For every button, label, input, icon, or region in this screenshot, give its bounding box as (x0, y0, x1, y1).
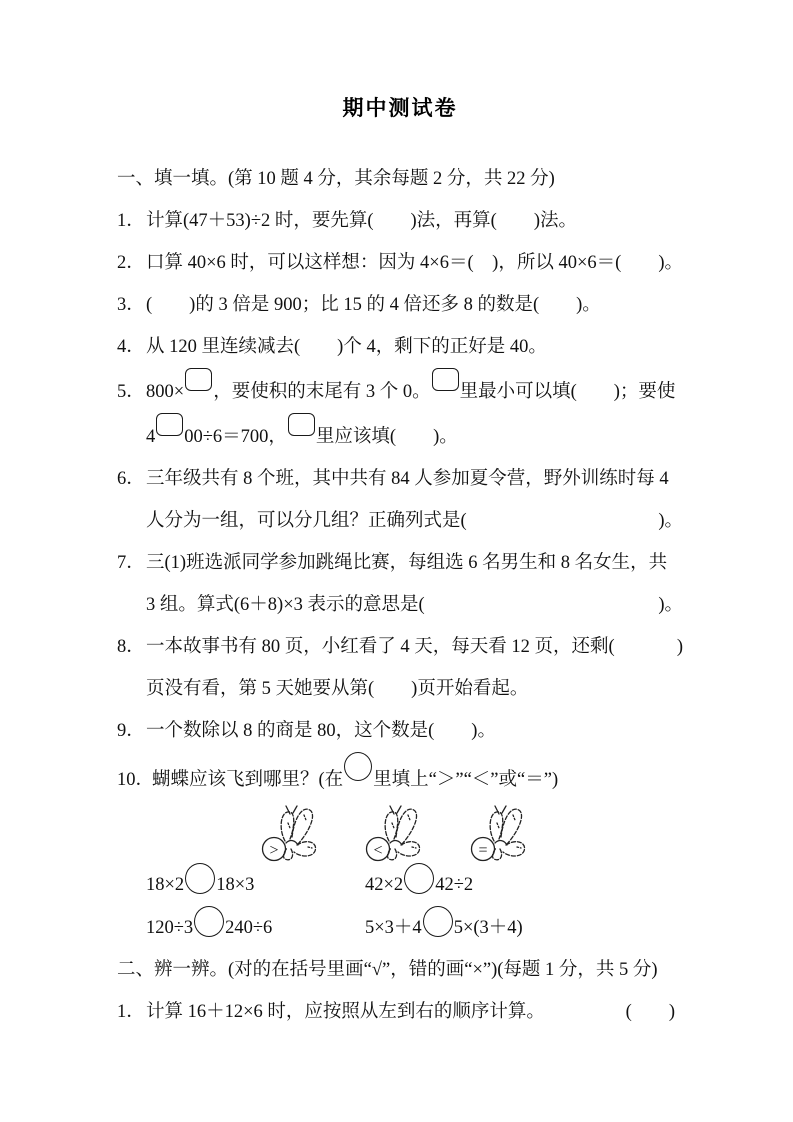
question-text: 页没有看，第 5 天她要从第( )页开始看起。 (146, 679, 529, 699)
question-number: 6． (117, 469, 145, 489)
question-number: 8． (117, 637, 145, 657)
question-text: 里应该填( )。 (315, 427, 458, 447)
butterfly-symbol: < (373, 842, 383, 859)
question-number: 2． (117, 253, 145, 273)
compare-pair: 5×3＋4 5×(3＋4) (365, 906, 584, 949)
question-number: 10． (117, 770, 155, 790)
question-6-line2 (117, 500, 683, 542)
question-text: 800× (146, 382, 185, 402)
question-5-line2 (117, 413, 683, 458)
question-text: 里填上“＞”“＜”或“＝”) (373, 770, 559, 790)
question-number: 9． (117, 721, 145, 741)
question-7-line2 (117, 584, 683, 626)
question-text: 8．一本故事书有 80 页，小红看了 4 天，每天看 12 页，还剩( (117, 626, 615, 668)
question-text: 1．计算 16＋12×6 时，应按照从左到右的顺序计算。 (117, 991, 545, 1033)
question-4 (117, 326, 683, 368)
question-text: 4 (146, 427, 156, 447)
question-text: 3 组。算式(6＋8)×3 表示的意思是( (146, 595, 425, 615)
blank-circle (404, 863, 434, 894)
section2-question-1 (117, 991, 683, 1033)
blank-circle (185, 863, 215, 894)
page-title: 期中测试卷 (342, 97, 458, 120)
question-2 (117, 242, 683, 284)
section2-header: 二、辨一辨。(对的在括号里画“√”，错的画“×”)(每题 1 分，共 5 分) (117, 960, 658, 980)
question-text-end: ) (676, 637, 683, 657)
section1-header: 一、填一填。(第 10 题 4 分，其余每题 2 分，共 22 分) (117, 169, 555, 189)
question-text: 蝴蝶应该飞到哪里？(在 (152, 770, 344, 790)
question-text: 00÷6＝700， (184, 427, 287, 447)
butterfly-icon (364, 801, 424, 863)
question-text: 三年级共有 8 个班，其中共有 84 人参加夏令营，野外训练时每 4 (146, 469, 669, 489)
compare-row-1 (117, 863, 683, 906)
question-8-line2 (117, 668, 683, 710)
question-text: 从 120 里连续减去( )个 4，剩下的正好是 40。 (146, 337, 547, 357)
compare-pair: 42×2 42÷2 (365, 863, 584, 906)
question-number: 5． (117, 382, 145, 402)
question-text-end: )。 (658, 253, 683, 273)
question-10 (117, 752, 683, 801)
question-8-line1 (117, 626, 683, 668)
question-number: 4． (117, 337, 145, 357)
question-number: 3． (117, 295, 145, 315)
blank-circle (344, 752, 372, 781)
question-text: 三(1)班选派同学参加跳绳比赛，每组选 6 名男生和 8 名女生，共 (146, 553, 668, 573)
butterfly-symbol: = (478, 842, 488, 859)
butterflies-row (117, 801, 683, 863)
compare-pair: 120÷3 240÷6 (146, 906, 365, 949)
question-3 (117, 284, 683, 326)
question-text: 一个数除以 8 的商是 80，这个数是( )。 (146, 721, 496, 741)
question-text: 里最小可以填( )；要使 (459, 382, 676, 402)
question-text: ，要使积的末尾有 3 个 0。 (213, 382, 431, 402)
blank-circle (423, 906, 453, 937)
butterfly-icon (469, 801, 529, 863)
question-number: 7． (117, 553, 145, 573)
blank-box (432, 368, 459, 391)
question-9 (117, 710, 683, 752)
compare-row-2 (117, 906, 683, 949)
question-text-end: )。 (658, 595, 683, 615)
compare-pair: 18×2 18×3 (146, 863, 365, 906)
butterfly-symbol: > (269, 842, 279, 859)
blank-box (185, 368, 212, 391)
question-1 (117, 200, 683, 242)
question-text: 2．口算 40×6 时，可以这样想：因为 4×6＝( )，所以 40×6＝( (117, 242, 621, 284)
question-text-end: )。 (658, 511, 683, 531)
answer-parentheses: ( ) (625, 1002, 675, 1022)
question-number: 1． (117, 1002, 145, 1022)
question-7-line1 (117, 542, 683, 584)
question-6-line1 (117, 458, 683, 500)
question-number: 1． (117, 211, 145, 231)
question-5-line1 (117, 368, 683, 413)
blank-box (288, 413, 315, 436)
question-text: ( )的 3 倍是 900；比 15 的 4 倍还多 8 的数是( )。 (146, 295, 601, 315)
question-text: 计算(47＋53)÷2 时，要先算( )法，再算( )法。 (146, 211, 577, 231)
paper-content (117, 96, 683, 1033)
blank-box (156, 413, 183, 436)
blank-circle (194, 906, 224, 937)
question-text: 人分为一组，可以分几组？正确列式是( (146, 511, 467, 531)
butterfly-icon (260, 801, 320, 863)
